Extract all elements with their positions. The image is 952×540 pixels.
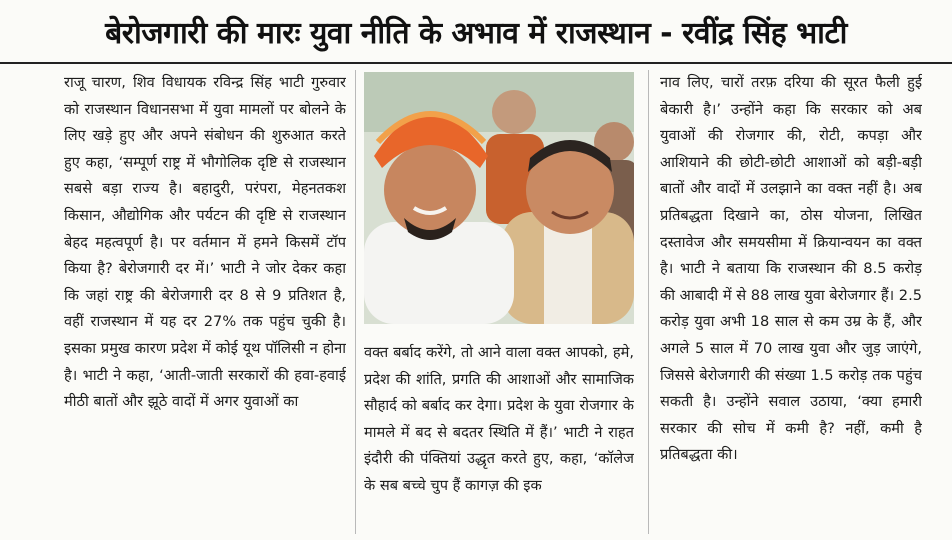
article-column-left xyxy=(64,70,346,540)
article-text-middle: वक्त बर्बाद करेंगे, तो आने वाला वक्त आपको, हमे, प्रदेश की शांति, प्रगति की आशाओं और सामाजिक सौहार्द को बर्बाद कर देगा। प्रदेश के युवा रोजगार के मामले में बद से बदतर स्थिति में हैं।’ भाटी ने राहत इंदौरी की पंक्तियां उद्धृत करते हुए, कहा, ‘कॉलेज के सब बच्चे चुप हैं कागज़ की इक xyxy=(364,344,634,494)
news-photo xyxy=(364,72,634,324)
article-column-middle xyxy=(364,340,634,540)
article-text-right: नाव लिए, चारों तरफ़ दरिया की सूरत फैली हुई बेकारी है।’ उन्होंने कहा कि सरकार को अब युवाओं की रोजगार की, रोटी, कपड़ा और आशियाने की छोटी-छोटी आशाओं को बड़ी-बड़ी बातों और वादों में उलझाने का वक्त नहीं है। अब प्रतिबद्धता दिखाने का, ठोस योजना, लिखित दस्तावेज और समयसीमा में क्रियान्वयन का वक्त है। भाटी ने बताया कि राजस्थान की 8.5 करोड़ की आबादी में से 88 लाख युवा बेरोजगार हैं। 2.5 करोड़ युवा अभी 18 साल से कम उम्र के हैं, और अगले 5 साल में 70 लाख युवा और जुड़ जाएंगे, जिससे बेरोजगारी की संख्या 1.5 करोड़ तक पहुंच सकती है। उन्होंने सवाल उठाया, ‘क्या हमारी सरकार की सोच में कमी है? नहीं, कमी है प्रतिबद्धता की। xyxy=(660,74,922,464)
column-divider xyxy=(355,70,356,534)
headline: बेरोजगारी की मारः युवा नीति के अभाव में राजस्थान - रवींद्र सिंह भाटी xyxy=(0,0,952,64)
column-divider xyxy=(648,70,649,534)
news-photo-illustration xyxy=(364,72,634,324)
article-text-left: राजू चारण, शिव विधायक रविन्द्र सिंह भाटी गुरुवार को राजस्थान विधानसभा में युवा मामलों पर बोलने के लिए खड़े हुए और अपने संबोधन की शुरुआत करते हुए कहा, ‘सम्पूर्ण राष्ट्र में भौगोलिक दृष्टि से राजस्थान सबसे बड़ा राज्य है। बहादुरी, परंपरा, मेहनतकश किसान, औद्योगिक और पर्यटन की दृष्टि से राजस्थान बेहद महत्वपूर्ण है। पर वर्तमान में हमने किसमें टॉप किया है? बेरोजगारी दर में।’ भाटी ने जोर देकर कहा कि जहां राष्ट्र की बेरोजगारी दर 8 से 9 प्रतिशत है, वहीं राजस्थान में यह दर 27% तक पहुंच चुकी है। इसका प्रमुख कारण प्रदेश में कोई यूथ पॉलिसी न होना है। भाटी ने कहा, ‘आती-जाती सरकारों की हवा-हवाई मीठी बातों और झूठे वादों में अगर युवाओं का xyxy=(64,74,346,411)
article-column-right xyxy=(660,70,922,540)
